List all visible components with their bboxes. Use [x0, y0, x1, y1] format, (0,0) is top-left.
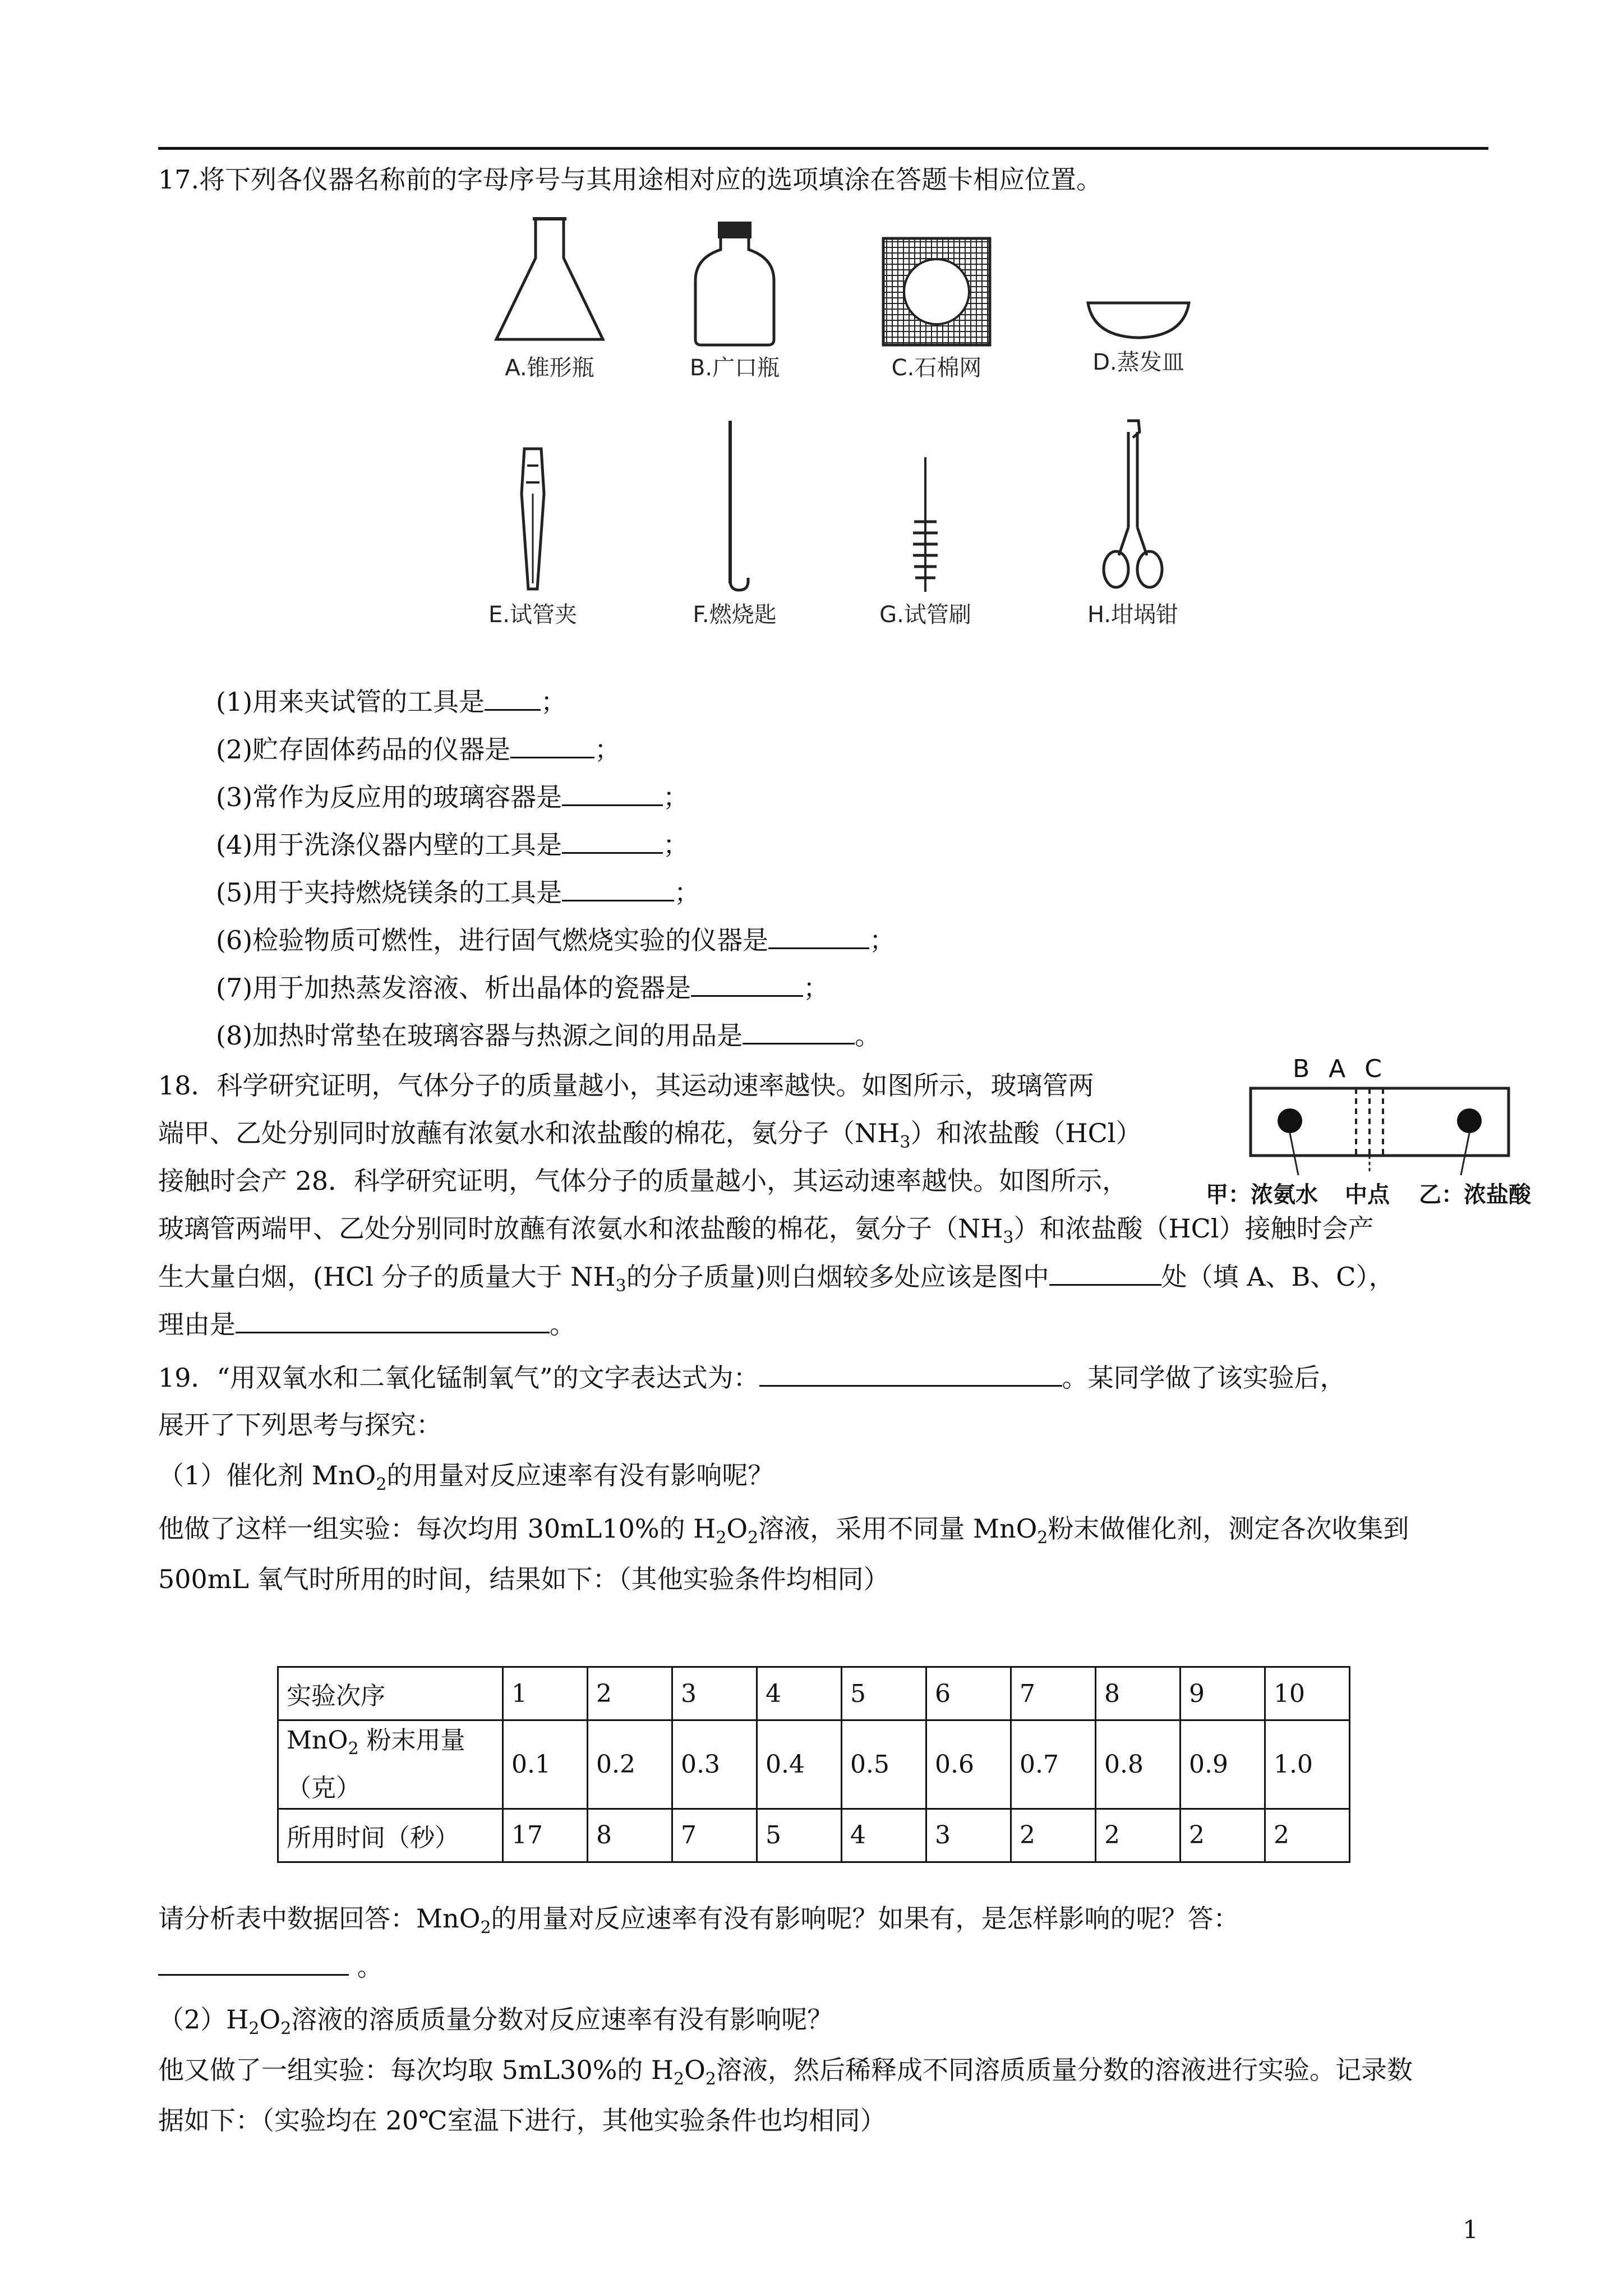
q17-item-4: (4)用于洗涤仪器内壁的工具是 ； [216, 827, 689, 862]
instrument-e [460, 443, 606, 629]
instrument-label: D.蒸发皿 [1092, 349, 1184, 375]
instrument-h [1054, 415, 1211, 629]
table-cell: 0.7 [1011, 1720, 1096, 1809]
page-number: 1 [1463, 2216, 1478, 2244]
table-cell: 4 [842, 1809, 926, 1862]
midpoint-label: 中点 [1345, 1182, 1390, 1208]
answer-blank[interactable] [236, 1307, 550, 1333]
hcl-end-label: 乙：浓盐酸 [1419, 1182, 1531, 1208]
table-header: MnO$_2$ 粉末用量 （克） [278, 1720, 503, 1809]
test-tube-brush-icon [897, 454, 953, 595]
answer-blank[interactable] [562, 780, 663, 806]
q19-line-2: 展开了下列思考与探究： [158, 1410, 442, 1440]
table-cell: 6 [926, 1667, 1011, 1720]
q17-item-3: (3)常作为反应用的玻璃容器是 ； [216, 780, 689, 814]
evaporating-dish-icon [1082, 292, 1195, 342]
answer-blank[interactable] [1049, 1259, 1161, 1286]
q17-item-5: (5)用于夹持燃烧镁条的工具是 ； [216, 875, 700, 909]
table-header: 实验次序 [278, 1667, 503, 1720]
q17-item-6: (6)检验物质可燃性，进行固气燃烧实验的仪器是 ； [216, 923, 895, 957]
table-cell: 2 [1265, 1809, 1350, 1862]
q19-para-2: 500mL 氧气时所用的时间，结果如下：（其他实验条件均相同） [158, 1564, 889, 1594]
table-cell: 0.3 [672, 1720, 757, 1809]
diffusion-tube-diagram [1206, 1055, 1542, 1234]
table-cell: 0.2 [588, 1720, 672, 1809]
q17-title: 17.将下列各仪器名称前的字母序号与其用途相对应的选项填涂在答题卡相应位置。 [158, 164, 1103, 195]
instrument-label: B.广口瓶 [689, 355, 780, 381]
q19-sub-2: $(2)H_2O_2$溶液的溶质质量分数对反应速率有没有影响呢？ [158, 2004, 833, 2039]
table-cell: 4 [757, 1667, 842, 1720]
ammonia-end-label: 甲：浓氨水 [1206, 1182, 1318, 1208]
table-cell: 1.0 [1265, 1720, 1350, 1809]
table-cell: 2 [1011, 1809, 1096, 1862]
table-cell: 8 [588, 1809, 672, 1862]
table-cell: 9 [1181, 1667, 1265, 1720]
instrument-label: H.坩埚钳 [1087, 602, 1179, 628]
table-cell: 0.1 [503, 1720, 588, 1809]
q18-line-5: 生大量白烟，(HCl 分子的质量大于 $NH_3$的分子质量)则白烟较多处应该是图中 处（填 A、B、C）， [158, 1259, 1394, 1303]
table-cell: 7 [1011, 1667, 1096, 1720]
instrument-a [471, 213, 628, 382]
table-cell: 2 [588, 1667, 672, 1720]
q19-para-3: 他又做了一组实验：每次均取 5mL30%的 $H_2O_2$溶液，然后稀释成不同溶质质量分数的溶液进行实验。记录数 [158, 2055, 1413, 2090]
instrument-label: F.燃烧匙 [693, 602, 777, 628]
q17-item-2: (2)贮存固体药品的仪器是 ； [216, 732, 620, 766]
q18-line-1: 18．科学研究证明，气体分子的质量越小，其运动速率越快。如图所示，玻璃管两 [158, 1070, 1094, 1101]
table-cell: 10 [1265, 1667, 1350, 1720]
table-cell: 0.9 [1181, 1720, 1265, 1809]
q17-item-8: (8)加热时常垫在玻璃容器与热源之间的用品是 。 [216, 1018, 880, 1052]
q17-item-1: (1)用来夹试管的工具是 ； [216, 684, 566, 719]
instrument-b [662, 219, 808, 382]
answer-blank[interactable] [485, 684, 541, 711]
q18-line-6: 理由是 。 [158, 1307, 575, 1341]
combustion-spoon-icon [701, 415, 768, 595]
q18-line-2: 端甲、乙处分别同时放蘸有浓氨水和浓盐酸的棉花，氨分子$(NH_3)$和浓盐酸（HCl） [158, 1118, 1142, 1153]
table-cell: 0.6 [926, 1720, 1011, 1809]
instrument-c [864, 236, 1009, 382]
asbestos-gauze-icon [880, 236, 993, 348]
table-cell: 5 [842, 1667, 926, 1720]
q17-item-7: (7)用于加热蒸发溶液、析出晶体的瓷器是 ； [216, 970, 829, 1005]
instrument-d [1066, 292, 1211, 376]
q19-para-4: 据如下：（实验均在 20℃室温下进行，其他实验条件也均相同） [158, 2105, 886, 2136]
answer-blank[interactable] [562, 827, 663, 854]
table-cell: 0.4 [757, 1720, 842, 1809]
q19-sub-1: （1）催化剂 MnO$_2$的用量对反应速率有没有影响呢？ [158, 1460, 774, 1495]
table-cell: 2 [1181, 1809, 1265, 1862]
q19-answer-line: 。 [158, 1949, 383, 1984]
table-cell: 3 [672, 1667, 757, 1720]
answer-blank[interactable] [691, 970, 803, 997]
instrument-f [662, 415, 808, 629]
answer-blank[interactable] [510, 732, 594, 758]
answer-blank[interactable] [562, 875, 674, 901]
table-cell: 5 [757, 1809, 842, 1862]
test-tube-clamp-icon [499, 443, 566, 595]
erlenmeyer-flask-icon [482, 213, 617, 348]
q18-line-4: 玻璃管两端甲、乙处分别同时放蘸有浓氨水和浓盐酸的棉花，氨分子$(NH_3)$和浓盐酸（HCl）接触时会产 [158, 1213, 1374, 1248]
crucible-tongs-icon [1094, 415, 1172, 595]
table-header: 所用时间（秒） [278, 1809, 503, 1862]
table-row [278, 1809, 1350, 1862]
table-cell: 17 [503, 1809, 588, 1862]
q19-para-1: 他做了这样一组实验：每次均用 30mL10%的 $H_2O_2$溶液，采用不同量 MnO$_2$粉末做催化剂，测定各次收集到 [158, 1513, 1409, 1548]
answer-blank[interactable] [759, 1360, 1062, 1387]
instrument-g [852, 454, 998, 629]
answer-blank[interactable] [768, 923, 869, 949]
answer-blank[interactable] [743, 1018, 855, 1045]
q19-question: 请分析表中数据回答：MnO$_2$的用量对反应速率有没有影响呢？如果有，是怎样影响的呢？答： [158, 1903, 1239, 1938]
header-rule [158, 147, 1488, 150]
mno2-experiment-table [277, 1666, 1350, 1863]
instrument-label: C.石棉网 [891, 355, 982, 381]
table-row [278, 1667, 1350, 1720]
wide-mouth-bottle-icon [679, 219, 791, 348]
table-cell: 1 [503, 1667, 588, 1720]
instrument-label: A.锥形瓶 [505, 355, 594, 381]
table-cell: 0.5 [842, 1720, 926, 1809]
table-cell: 7 [672, 1809, 757, 1862]
table-row [278, 1720, 1350, 1809]
diagram-points-label: B A C [1293, 1055, 1387, 1083]
table-cell: 0.8 [1096, 1720, 1181, 1809]
answer-blank[interactable] [158, 1949, 349, 1976]
instrument-label: G.试管刷 [879, 602, 971, 628]
table-cell: 8 [1096, 1667, 1181, 1720]
instrument-label: E.试管夹 [488, 602, 577, 628]
q19-line-1: 19．“用双氧水和二氧化锰制氧气”的文字表达式为： 。某同学做了该实验后， [158, 1360, 1346, 1395]
q18-line-3: 接触时会产 28．科学研究证明，气体分子的质量越小，其运动速率越快。如图所示， [158, 1166, 1128, 1196]
table-cell: 3 [926, 1809, 1011, 1862]
table-cell: 2 [1096, 1809, 1181, 1862]
